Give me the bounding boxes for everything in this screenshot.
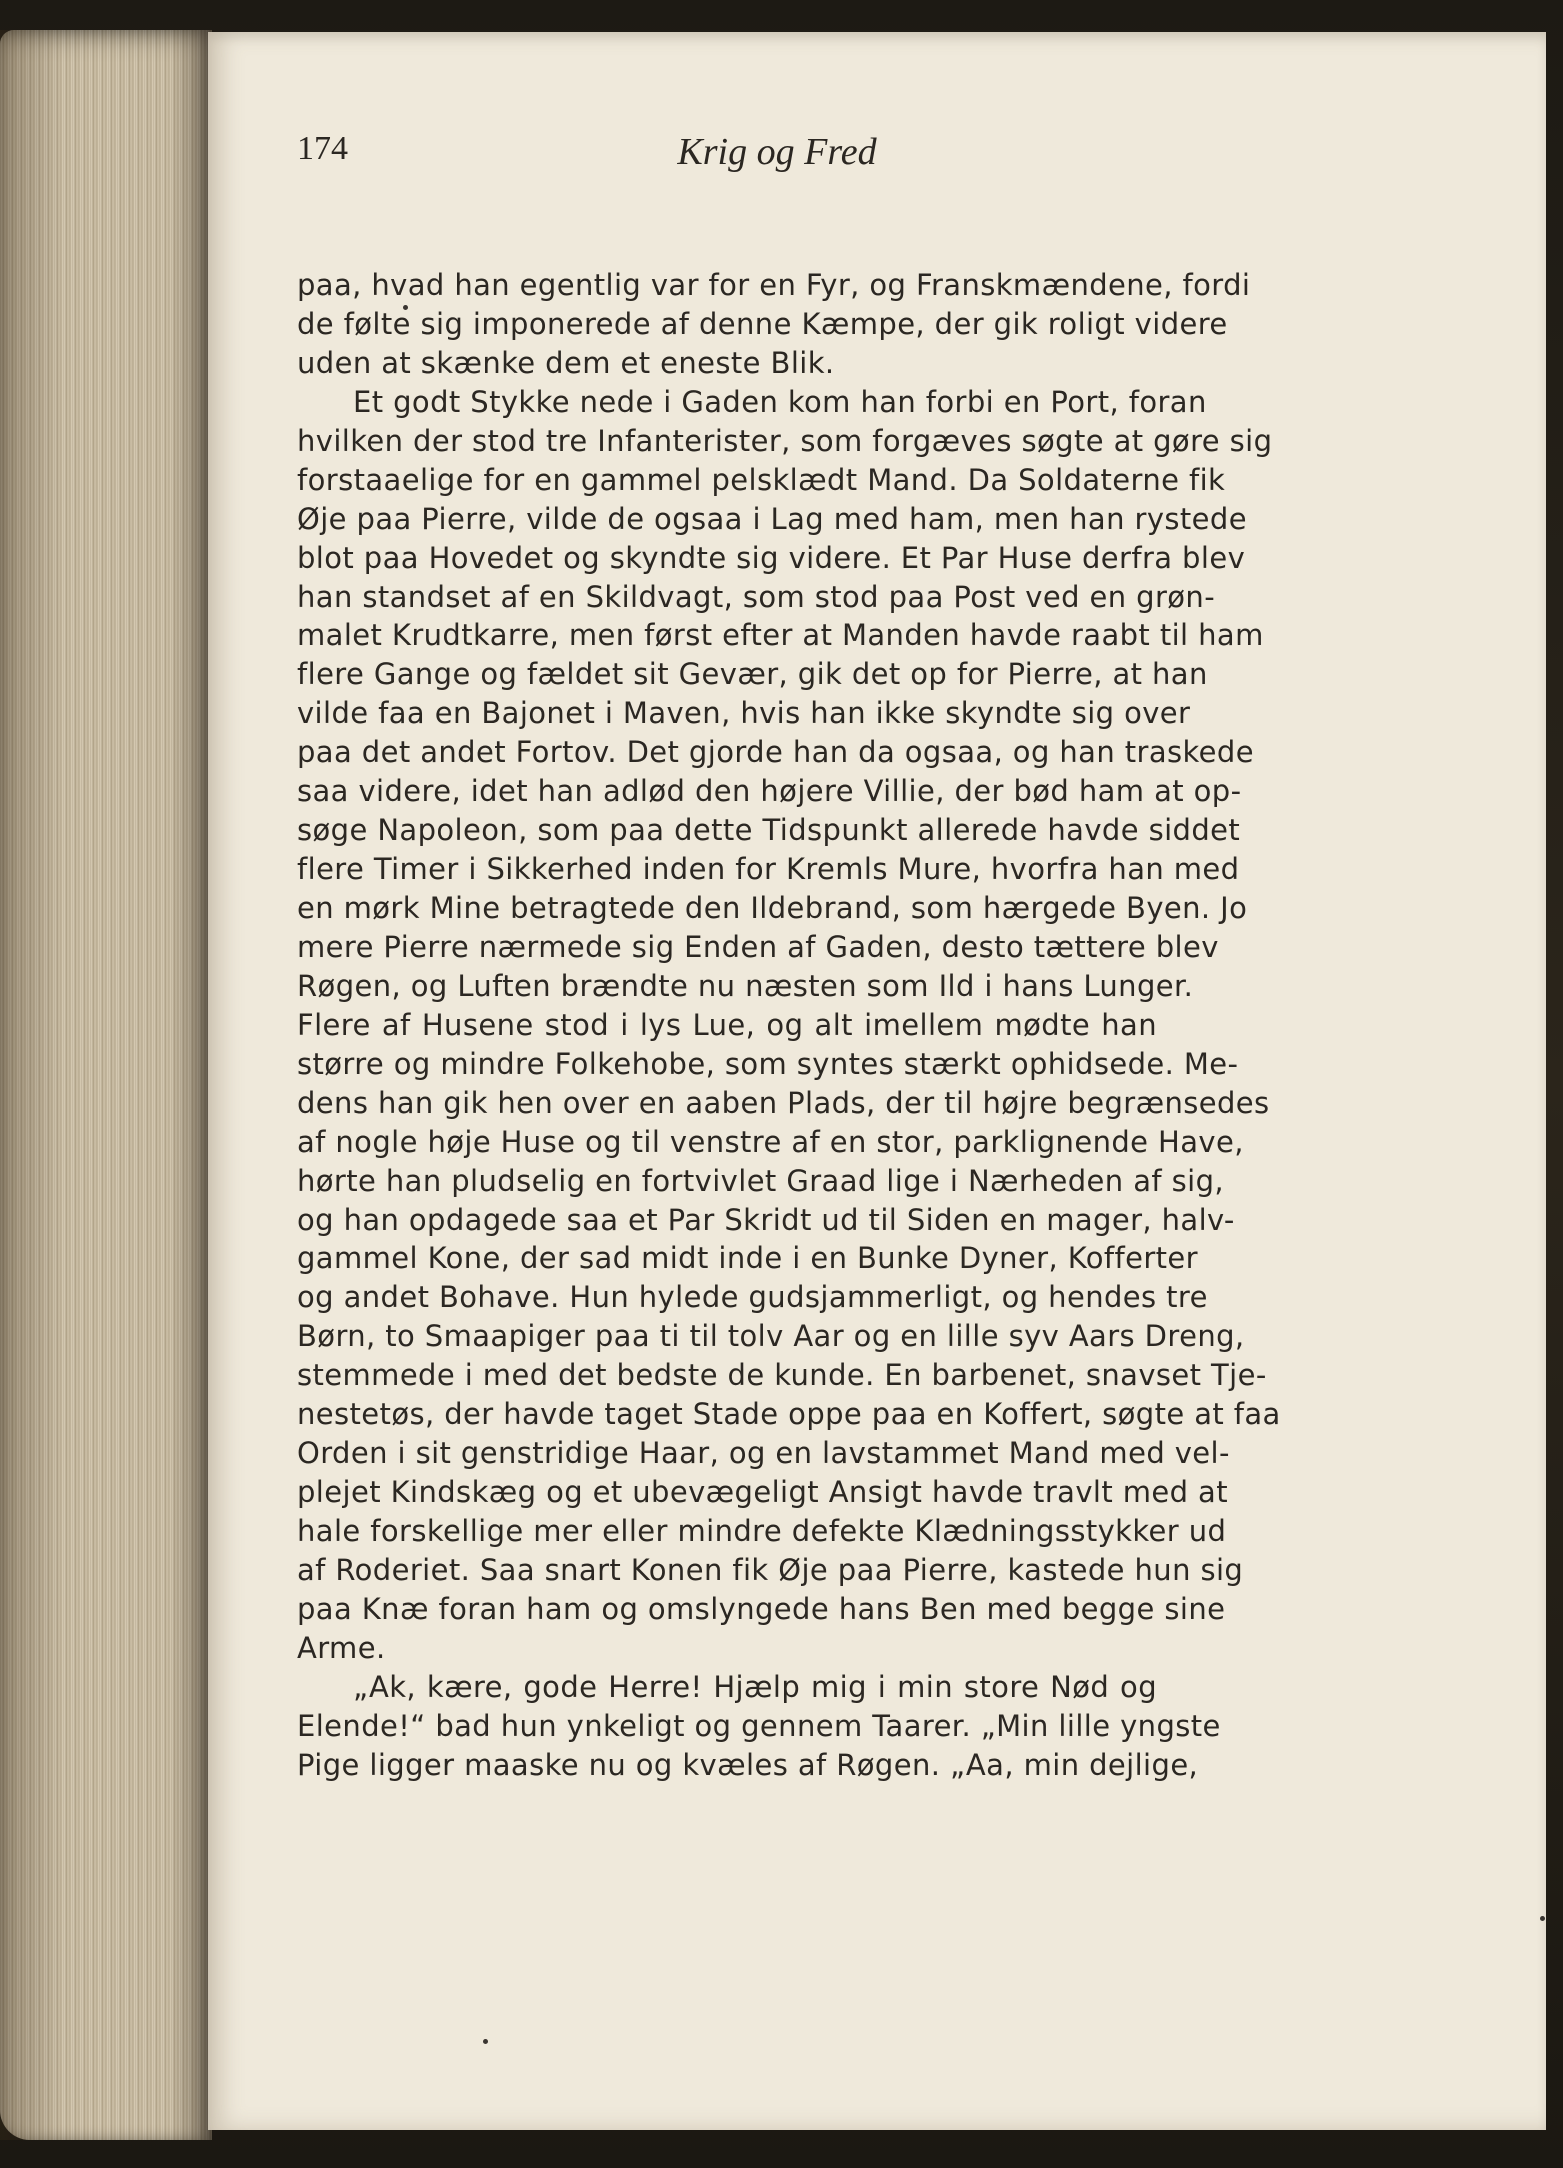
text-line: Elende!“ bad hun ynkeligt og gennem Taarer. „Min lille yngste	[297, 1708, 1221, 1743]
text-line: af nogle høje Huse og til venstre af en stor, parklignende Have,	[297, 1124, 1244, 1159]
text-line: og han opdagede saa et Par Skridt ud til Siden en mager, halv-	[297, 1202, 1235, 1237]
text-line: hale forskellige mer eller mindre defekte Klædningsstykker ud	[297, 1514, 1227, 1548]
speck	[1540, 1916, 1545, 1921]
running-head	[297, 130, 1157, 190]
text-line: forstaaelige for en gammel pelsklædt Mand. Da Soldaterne fik	[297, 462, 1226, 497]
text-line: flere Gange og fældet sit Gevær, gik det op for Pierre, at han	[297, 657, 1208, 692]
text-line: Orden i sit genstridige Haar, og en lavstammet Mand med vel-	[297, 1436, 1230, 1471]
text-line: gammel Kone, der sad midt inde i en Bunke Dyner, Kofferter	[297, 1241, 1198, 1276]
text-line: mere Pierre nærmede sig Enden af Gaden, desto tættere blev	[297, 929, 1219, 964]
text-line: han standset af en Skildvagt, som stod paa Post ved en grøn-	[297, 579, 1216, 614]
text-line: Røgen, og Luften brændte nu næsten som Ild i hans Lunger.	[297, 968, 1194, 1003]
page-number: 174	[297, 130, 348, 167]
text-line: stemmede i med det bedste de kunde. En barbenet, snavset Tje-	[297, 1358, 1267, 1393]
text-line: hørte han pludselig en fortvivlet Graad lige i Nærheden af sig,	[297, 1163, 1224, 1198]
text-line: søge Napoleon, som paa dette Tidspunkt allerede havde siddet	[297, 813, 1241, 848]
text-line: dens han gik hen over en aaben Plads, der til højre begrænsedes	[297, 1085, 1270, 1120]
text-line: paa Knæ foran ham og omslyngede hans Ben med begge sine	[297, 1591, 1226, 1626]
text-line: vilde faa en Bajonet i Maven, hvis han ikke skyndte sig over	[297, 696, 1191, 731]
text-line: og andet Bohave. Hun hylede gudsjammerligt, og hendes tre	[297, 1280, 1208, 1315]
text-line: Flere af Husene stod i lys Lue, og alt imellem mødte han	[297, 1007, 1157, 1042]
text-line: „Ak, kære, gode Herre! Hjælp mig i min store Nød og	[353, 1669, 1157, 1704]
body-text	[297, 266, 1281, 1785]
text-line: Arme.	[297, 1630, 386, 1665]
text-line: en mørk Mine betragtede den Ildebrand, som hærgede Byen. Jo	[297, 891, 1248, 925]
text-line: Et godt Stykke nede i Gaden kom han forbi en Port, foran	[353, 384, 1207, 419]
text-line: saa videre, idet han adlød den højere Villie, der bød ham at op-	[297, 774, 1242, 809]
text-line: nestetøs, der havde taget Stade oppe paa en Koffert, søgte at faa	[297, 1397, 1281, 1432]
text-line: større og mindre Folkehobe, som syntes stærkt ophidsede. Me-	[297, 1046, 1239, 1081]
text-line: paa, hvad han egentlig var for en Fyr, og Franskmændene, fordi	[297, 268, 1251, 302]
text-line: de følte sig imponerede af denne Kæmpe, der gik roligt videre	[297, 306, 1228, 341]
text-line: af Roderiet. Saa snart Konen fik Øje paa Pierre, kastede hun sig	[297, 1552, 1244, 1587]
speck	[483, 2039, 488, 2044]
text-line: plejet Kindskæg og et ubevægeligt Ansigt havde travlt med at	[297, 1475, 1228, 1510]
text-line: hvilken der stod tre Infanterister, som forgæves søgte at gøre sig	[297, 423, 1273, 458]
text-line: flere Timer i Sikkerhed inden for Kremls Mure, hvorfra han med	[297, 852, 1240, 887]
text-line: malet Krudtkarre, men først efter at Manden havde raabt til ham	[297, 618, 1264, 653]
text-line: Pige ligger maaske nu og kvæles af Røgen. „Aa, min dejlige,	[297, 1747, 1199, 1782]
book-page-edges	[0, 30, 212, 2140]
text-line: Børn, to Smaapiger paa ti til tolv Aar og en lille syv Aars Dreng,	[297, 1319, 1245, 1354]
text-line: Øje paa Pierre, vilde de ogsaa i Lag med ham, men han rystede	[297, 501, 1247, 536]
book-title: Krig og Fred	[677, 131, 877, 173]
text-line: paa det andet Fortov. Det gjorde han da ogsaa, og han traskede	[297, 735, 1254, 770]
text-line: uden at skænke dem et eneste Blik.	[297, 345, 835, 380]
text-line: blot paa Hovedet og skyndte sig videre. Et Par Huse derfra blev	[297, 540, 1246, 575]
